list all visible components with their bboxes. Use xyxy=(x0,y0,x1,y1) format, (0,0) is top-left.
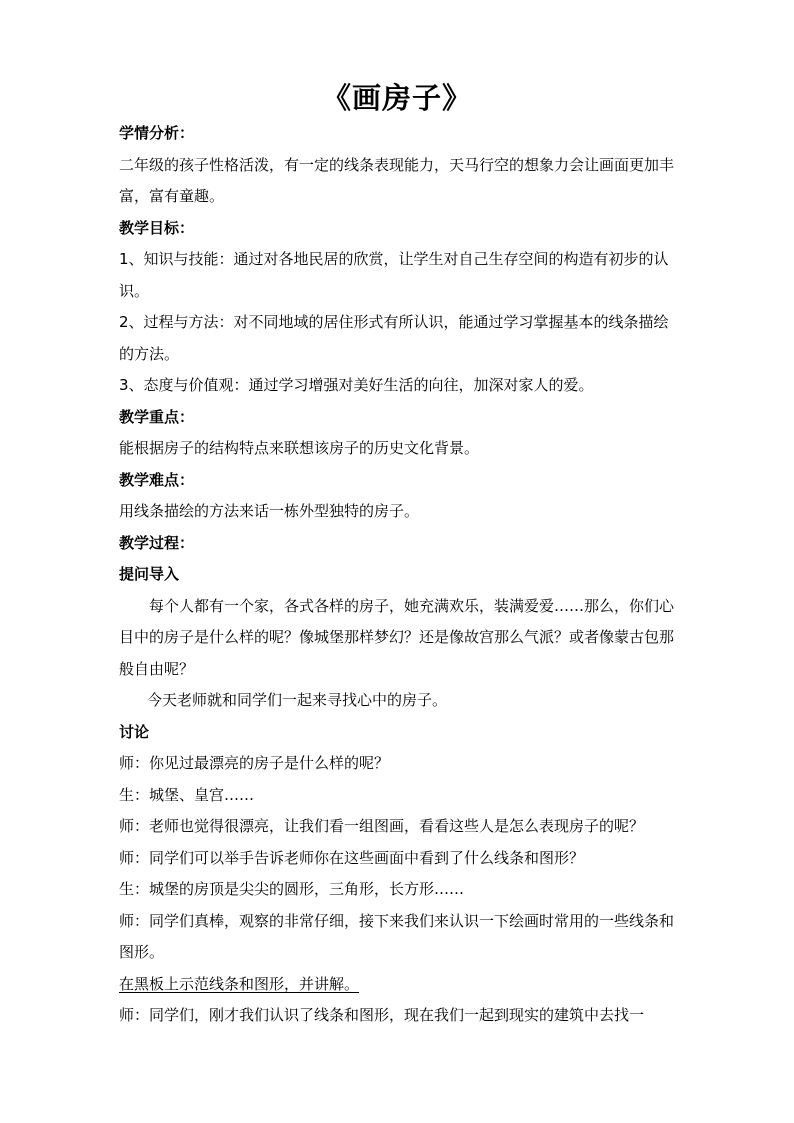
document-body xyxy=(119,118,681,1032)
underlined-instruction: 在黑板上示范线条和图形，并讲解。 xyxy=(119,974,360,993)
document-title: 《画房子》 xyxy=(321,81,472,115)
dialogue-line: 师：同学们，刚才我们认识了线条和图形，现在我们一起到现实的建筑中去找一 xyxy=(119,1006,645,1024)
goal-knowledge-skills: 1、知识与技能：通过对各地民居的欣赏，让学生对自己生存空间的构造有初步的认识。 xyxy=(119,250,669,300)
dialogue-line: 师：你见过最漂亮的房子是什么样的呢？ xyxy=(119,754,390,772)
heading-discussion: 讨论 xyxy=(119,722,150,741)
dialogue-line: 生：城堡、皇宫…… xyxy=(119,785,255,804)
heading-teaching-goals: 教学目标： xyxy=(119,218,195,237)
paragraph-difficulties: 用线条描绘的方法来话一栋外型独特的房子。 xyxy=(119,502,420,520)
goal-attitude-values: 3、态度与价值观：通过学习增强对美好生活的向往，加深对家人的爱。 xyxy=(119,376,594,394)
dialogue-line: 生：城堡的房顶是尖尖的圆形，三角形，长方形…… xyxy=(119,880,465,898)
dialogue-line: 师：同学们真棒，观察的非常仔细，接下来我们来认识一下绘画时常用的一些线条和图形。 xyxy=(119,911,675,961)
dialogue-line: 师：老师也觉得很漂亮，让我们看一组图画，看看这些人是怎么表现房子的呢？ xyxy=(119,817,645,835)
goal-process-methods: 2、过程与方法：对不同地域的居住形式有所认识，能通过学习掌握基本的线条描绘的方法。 xyxy=(119,313,669,363)
heading-student-analysis: 学情分析： xyxy=(119,124,195,142)
dialogue-line: 师：同学们可以举手告诉老师你在这些画面中看到了什么线条和图形？ xyxy=(119,848,585,867)
heading-key-points: 教学重点： xyxy=(119,407,195,426)
paragraph-key-points: 能根据房子的结构特点来联想该房子的历史文化背景。 xyxy=(119,439,480,457)
heading-teaching-process: 教学过程： xyxy=(119,533,195,552)
paragraph-intro-followup: 今天老师就和同学们一起来寻找心中的房子。 xyxy=(147,691,448,709)
paragraph-student-analysis: 二年级的孩子性格活泼，有一定的线条表现能力，天马行空的想象力会让画面更加丰富，富有童趣。 xyxy=(119,155,675,205)
heading-question-intro: 提问导入 xyxy=(119,565,180,583)
paragraph-intro: 每个人都有一个家，各式各样的房子，她充满欢乐，装满爱爱……那么，你们心目中的房子是什么样的呢？像城堡那样梦幻？还是像故宫那么气派？或者像蒙古包那般自由呢？ xyxy=(119,596,675,678)
heading-difficulties: 教学难点： xyxy=(119,470,195,489)
